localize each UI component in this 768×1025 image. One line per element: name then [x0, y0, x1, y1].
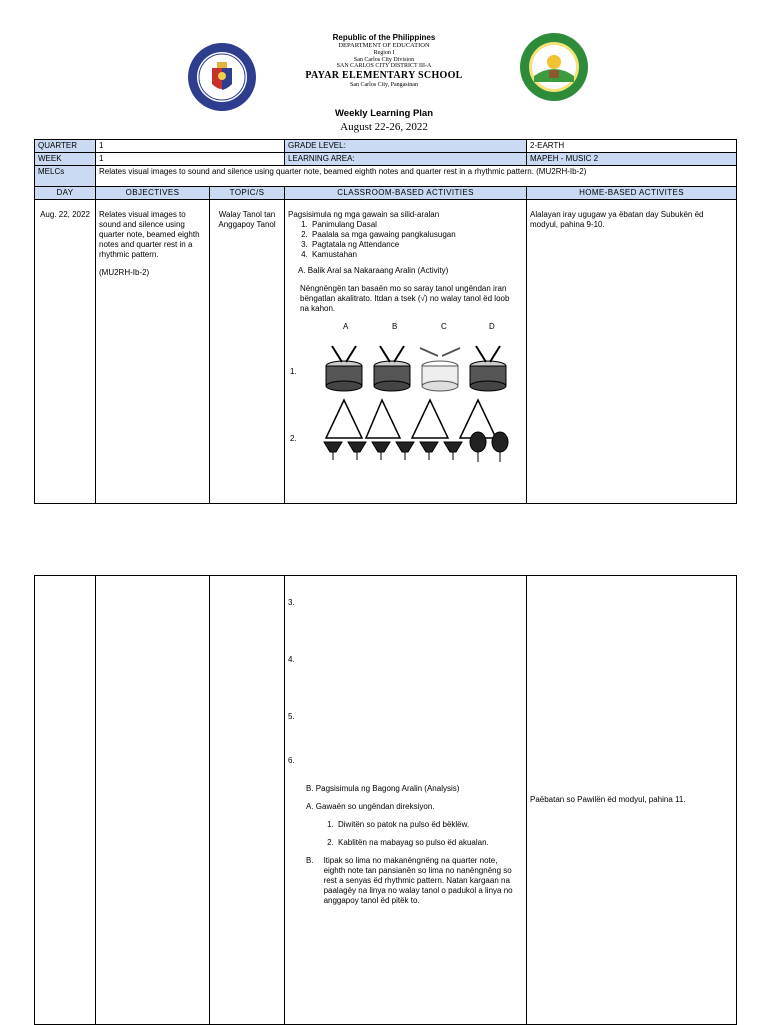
week-label: WEEK [35, 153, 96, 166]
column-header-row [35, 187, 737, 200]
choice-letters [288, 322, 523, 336]
col-home-activities: HOME-BASED ACTIVITES [527, 187, 737, 200]
item-number: 6. [288, 756, 295, 765]
col-topics: TOPIC/S [210, 187, 285, 200]
quarter-value: 1 [96, 140, 285, 153]
list-item: 1. Diwitën so patok na pulso ëd bëklëw. [336, 820, 523, 830]
objective-cell [96, 200, 210, 504]
list-item: 4. Kamustahan [310, 250, 523, 260]
topic-cell-empty [210, 576, 285, 1025]
drum-icon-group [322, 342, 522, 394]
steps-list [288, 820, 523, 848]
choice-letter: B [392, 322, 398, 331]
grade-level-label: GRADE LEVEL: [285, 140, 527, 153]
quarter-row [35, 140, 737, 153]
school-seal-logo [519, 32, 589, 102]
topic-cell: Walay Tanol tan Anggapoy Tanol [210, 200, 285, 504]
plan-title: Weekly Learning Plan [334, 108, 434, 119]
item-number: 3. [288, 598, 295, 607]
objective-cell-empty [96, 576, 210, 1025]
drum-icon [420, 348, 460, 391]
sub-a-heading: A. Gawaën so ungëndan direksiyon. [306, 802, 435, 811]
learning-area-value: MAPEH - MUSIC 2 [527, 153, 737, 166]
item-number: 2. [290, 434, 297, 443]
glass-icon [324, 432, 508, 462]
department-label: DEPARTMENT OF EDUCATION [338, 42, 430, 50]
list-item: 3. Pagtatala ng Attendance [310, 240, 523, 250]
republic-label: Republic of the Philippines [332, 33, 436, 42]
item-number: 4. [288, 655, 295, 664]
drum-images-row [288, 342, 523, 394]
school-address: San Carlos City, Pangasinan [350, 81, 418, 88]
section-b-heading: B. Pagsisimula ng Bagong Aralin (Analysis) [306, 784, 460, 793]
grade-level-value: 2-EARTH [527, 140, 737, 153]
week-row [35, 153, 737, 166]
home-activities-cell-cont: Paëbatan so Pawilën ëd modyul, pahina 11. [527, 576, 737, 1025]
learning-plan-table-page1 [34, 139, 737, 504]
triangle-instrument-icon [326, 400, 496, 438]
item-number: 5. [288, 712, 295, 721]
sub-b-letter: B. [306, 856, 314, 865]
division-label: San Carlos City Division [353, 56, 415, 63]
learning-plan-table-page2 [34, 575, 737, 1025]
list-item: 2. Paalala sa mga gawaing pangkalusugan [310, 230, 523, 240]
objective-code: (MU2RH-Ib-2) [99, 268, 150, 277]
quarter-label: QUARTER [35, 140, 96, 153]
drum-icon [470, 346, 506, 391]
choice-letter: D [489, 322, 495, 331]
header-text-block [260, 33, 508, 89]
col-objectives: OBJECTIVES [96, 187, 210, 200]
plan-date: August 22-26, 2022 [340, 121, 428, 133]
col-day: DAY [35, 187, 96, 200]
melcs-label: MELCs [35, 166, 96, 187]
classroom-activities-cell-cont [285, 576, 527, 1025]
col-classroom-activities: CLASSROOM-BASED ACTIVITIES [285, 187, 527, 200]
triangle-images-row [288, 394, 523, 466]
week-value: 1 [96, 153, 285, 166]
region-label: Region I [373, 49, 395, 56]
list-item: 1. Panimulang Dasal [310, 220, 523, 230]
melcs-value: Relates visual images to sound and silence using quarter note, beamed eighth notes and quarter rest in a rhythmic pattern. (MU2RH-Ib-2) [96, 166, 737, 187]
sub-b-block [288, 856, 523, 906]
drum-icon [374, 346, 410, 391]
choice-letter: C [441, 322, 447, 331]
activity-instruction: Nëngnëngën tan basaën mo so saray tanol ungëndan iran bëngatlan akalitrato. Itdan a tsek (√) no walay tanol ëd loob na kahon. [300, 284, 510, 313]
district-label: SAN CARLOS CITY DISTRICT III-A [336, 63, 432, 70]
school-name: PAYAR ELEMENTARY SCHOOL [305, 70, 463, 82]
classroom-activities-cell [285, 200, 527, 504]
drum-icon [326, 346, 362, 391]
home-activities-cell: Alalayan iray ugugaw ya ëbatan day Subukën ëd modyul, pahina 9-10. [527, 200, 737, 504]
list-item: 2. Kablitën na mabayag so pulso ëd akualan. [336, 838, 523, 848]
sub-b-text: Itipak so lima no makanëngnëng na quarter note, eighth note tan pansianën so lima no nanëngnëng so rest a senyas ëd rhythmic pattern. Natan kargaan na paalagëy na linya no walay tanol o padukol a linya no anggapoy tanol ëd pitëk to. [323, 856, 513, 905]
melcs-row [35, 166, 737, 187]
continuation-row [35, 576, 737, 1025]
choice-letter: A [343, 322, 349, 331]
activity-list [288, 220, 523, 260]
learning-area-label: LEARNING AREA: [285, 153, 527, 166]
triangle-glass-icon-group [322, 394, 522, 466]
deped-seal-logo [187, 42, 257, 112]
section-a-heading: A. Balik Aral sa Nakaraang Aralin (Activity) [298, 266, 449, 275]
objective-text: Relates visual images to sound and silence using quarter note, beamed eighth notes and quarter rest in a rhythmic pattern. [99, 210, 200, 259]
day-row [35, 200, 737, 504]
activity-intro: Pagsisimula ng mga gawain sa silid-aralan [288, 210, 440, 219]
day-cell: Aug. 22, 2022 [35, 200, 96, 504]
day-cell-empty [35, 576, 96, 1025]
item-number: 1. [290, 367, 297, 376]
